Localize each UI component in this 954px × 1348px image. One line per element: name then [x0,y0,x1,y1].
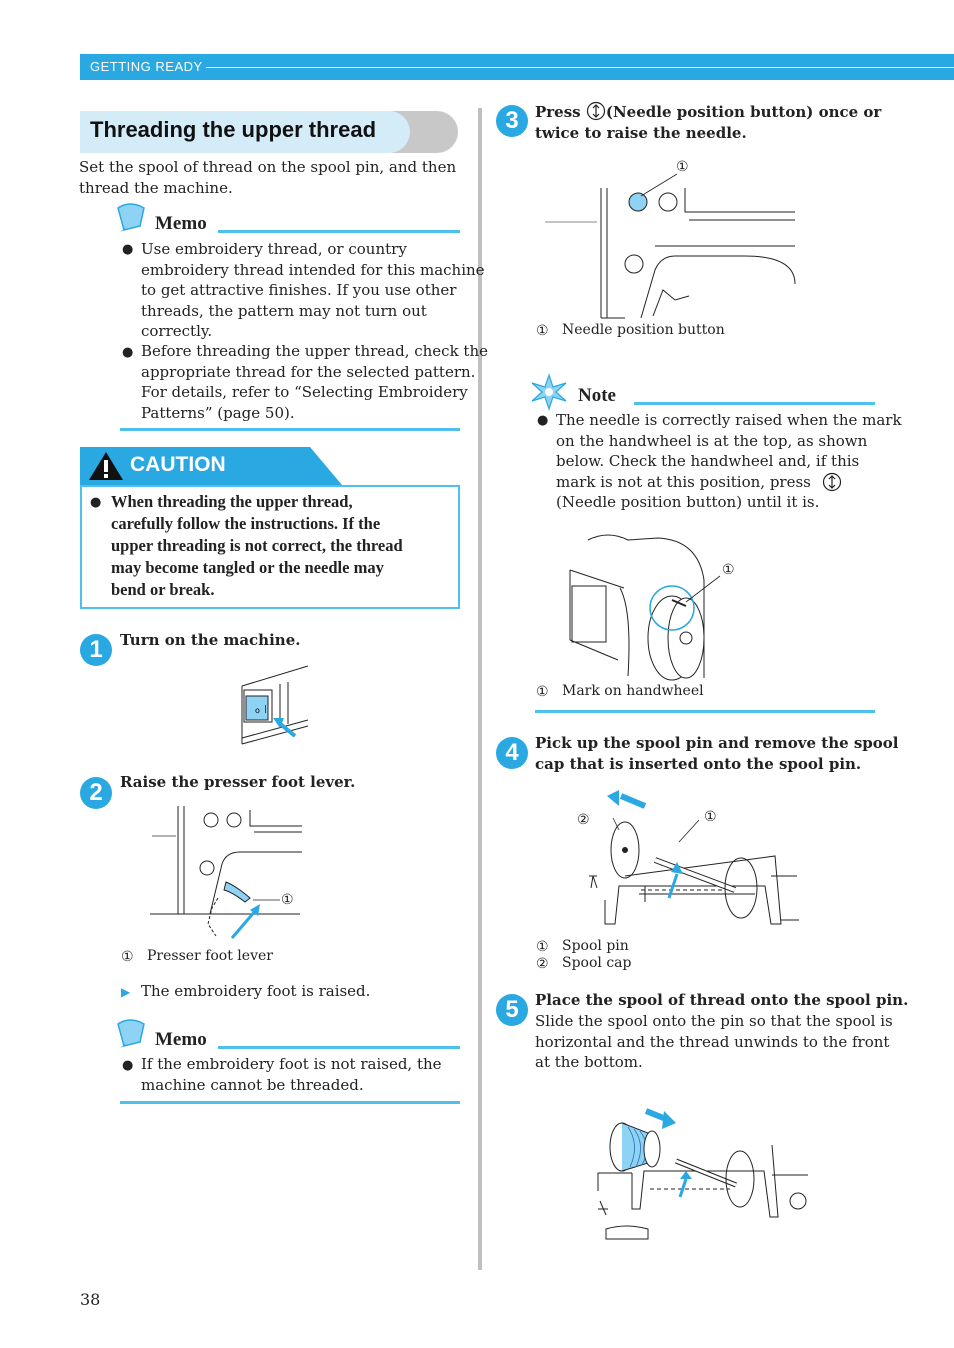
step-body [535,1011,893,1073]
memo-line: machine cannot be threaded. [141,1075,364,1094]
bullet-icon: ● [90,495,102,510]
memo-item [141,341,488,423]
needle-position-button-icon [586,101,606,121]
caution-line: upper threading is not correct, the thread [111,536,403,555]
step-title-part: (Needle position button) once or [605,103,882,121]
step-body-line: at the bottom. [535,1053,643,1071]
callout-label: ① [281,891,294,907]
memo-bottom-rule [120,1101,460,1104]
callout-label: ① [536,683,549,699]
memo-title: Memo [155,1029,207,1050]
note-line: (Needle position button) until it is. [556,493,820,511]
memo-line: Use embroidery thread, or country [141,240,407,258]
caution-text [111,491,403,601]
svg-text:o: o [255,706,260,715]
caution-line: carefully follow the instructions. If the [111,514,381,533]
step-number: 1 [80,634,112,666]
callout-label: ① [536,938,549,954]
caution-line: bend or break. [111,580,215,599]
step-number: 2 [80,777,112,809]
step-title-part: Press [535,103,581,121]
memo-title-rule [218,230,460,233]
step-number: 3 [496,105,528,137]
memo-icon [114,202,148,232]
memo-line: correctly. [141,322,213,340]
note-line [556,472,902,493]
memo-line: For details, refer to “Selecting Embroidery [141,383,468,401]
presser-foot-illustration [150,806,310,946]
caution-title: CAUTION [130,453,226,476]
memo-bottom-rule [120,428,460,431]
note-text [556,410,902,513]
memo-line: embroidery thread intended for this machine [141,260,485,279]
step-body-line: horizontal and the thread unwinds to the front [535,1032,890,1051]
callout-label: ① [722,561,735,577]
figure-caption: Needle position button [562,322,725,338]
intro-line: thread the machine. [79,178,233,197]
needle-position-illustration [545,160,805,325]
note-sparkle-icon [530,374,568,410]
memo-line: Before threading the upper thread, check the [141,342,488,360]
bullet-icon: ● [122,345,134,360]
note-title-rule [634,402,875,405]
note-line-part: mark is not at this position, press [556,472,811,491]
spool-pin-illustration [585,790,805,930]
memo-line: threads, the pattern may not turn out [141,301,427,320]
caution-line: When threading the upper thread, [111,492,353,511]
page-number: 38 [80,1290,101,1309]
memo-line: If the embroidery foot is not raised, the [141,1055,442,1073]
callout-label: ① [536,322,549,338]
section-title: Threading the upper thread [90,117,377,142]
memo-line: to get attractive finishes. If you use other [141,281,457,299]
bullet-icon: ● [122,242,134,257]
needle-position-button-icon [822,472,842,492]
bullet-icon: ● [122,1058,134,1073]
step-title-line: twice to raise the needle. [535,123,747,142]
intro-text [79,157,456,198]
step-title: Place the spool of thread onto the spool pin. [535,991,909,1009]
callout-label: ② [577,811,590,827]
step-number: 4 [496,737,528,769]
callout-label: ② [536,955,549,971]
memo-line: appropriate thread for the selected pattern. [141,362,476,381]
step-title [535,101,881,143]
callout-label: ① [676,158,689,174]
step-title: Raise the presser foot lever. [120,773,356,791]
step-title-line: Pick up the spool pin and remove the spool [535,734,899,752]
note-title: Note [578,385,616,406]
note-line: on the handwheel is at the top, as shown [556,431,868,450]
step-body-line: Slide the spool onto the pin so that the spool is [535,1012,893,1030]
memo-title-rule [218,1046,460,1049]
memo-item [141,239,485,342]
svg-text:|: | [264,704,267,713]
warning-icon [88,451,124,481]
bullet-icon: ● [537,413,549,428]
handwheel-illustration [568,530,718,680]
note-line: below. Check the handwheel and, if this [556,452,860,470]
memo-icon [114,1018,148,1048]
result-arrow-icon: ▶ [121,985,131,999]
header-rule [206,67,954,68]
callout-label: ① [704,808,717,824]
power-switch-illustration [240,666,310,746]
step-title: Turn on the machine. [120,631,301,649]
memo-title: Memo [155,213,207,234]
memo-item [141,1054,442,1095]
spool-on-pin-illustration [596,1105,811,1245]
step-result: The embroidery foot is raised. [141,982,371,1000]
figure-caption: Mark on handwheel [562,683,704,699]
figure-caption: Spool pin [562,938,629,954]
memo-line: Patterns” (page 50). [141,403,295,422]
figure-caption: Spool cap [562,955,632,971]
note-line: The needle is correctly raised when the mark [556,411,902,429]
header-section-label: GETTING READY [90,59,203,74]
step-title [535,733,899,774]
caution-line: may become tangled or the needle may [111,558,384,577]
note-bottom-rule [535,710,875,713]
intro-line: Set the spool of thread on the spool pin, and then [79,158,457,176]
step-number: 5 [496,994,528,1026]
step-title-line: cap that is inserted onto the spool pin. [535,754,862,773]
figure-caption: Presser foot lever [147,948,273,964]
callout-label: ① [121,948,134,964]
